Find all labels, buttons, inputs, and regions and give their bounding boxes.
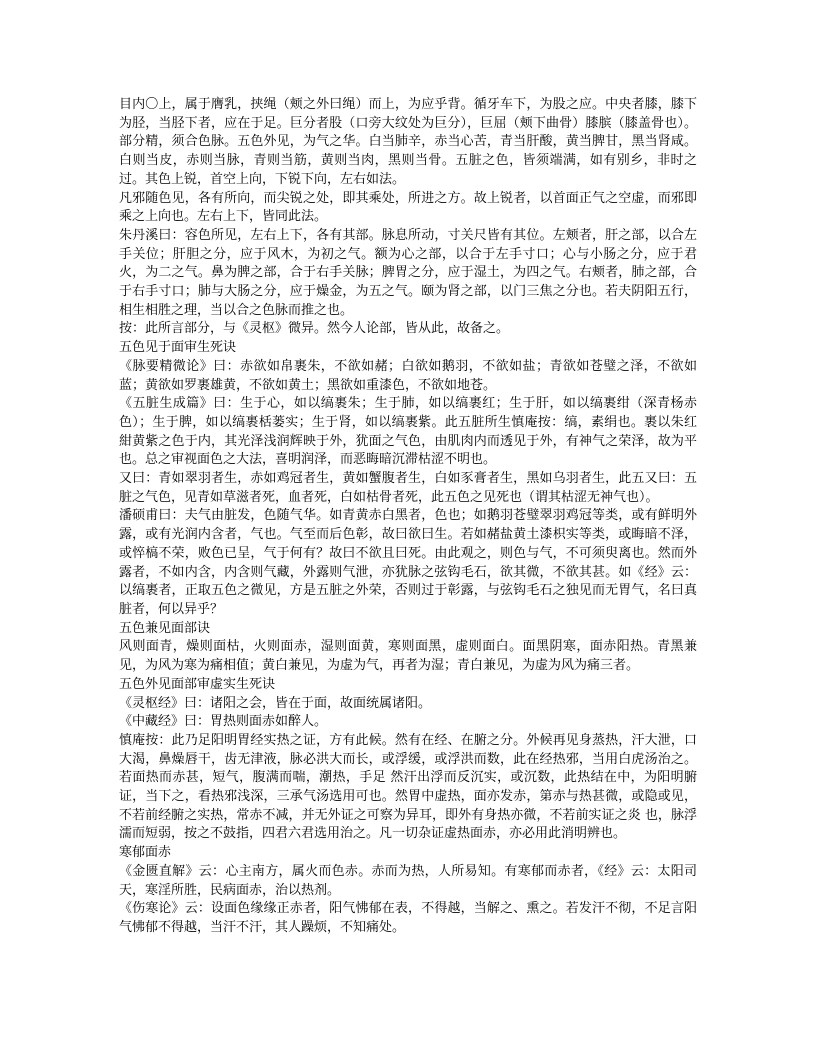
document-page: [119, 96, 697, 938]
section-heading-five-colors-life-death: 五色见于面审生死诀: [119, 340, 237, 356]
section-heading-deficiency-excess: 五色外见面部审虚实生死诀: [119, 676, 276, 692]
section-heading-combined-colors: 五色兼见面部诀: [119, 620, 211, 636]
paragraph-jingui-zhijie: 《金匮直解》云：心主南方，属火而色赤。赤而为热，人所易知。有寒郁而赤者，《经》云：太阳司天，寒淫所胜，民病面赤，治以热剂。: [119, 863, 697, 898]
paragraph-shanghan-lun: 《伤寒论》云：设面色缘缘正赤者，阳气怫郁在表，不得越，当解之、熏之。若发汗不彻，不足言阳气怫郁不得越，当汗不汗，其人躁烦，不知痛处。: [119, 901, 697, 935]
paragraph-pan-shuofu: 潘硕甫曰：夫气由脏发，色随气华。如青黄赤白黑者，色也；如鹅羽苍璧翠羽鸡冠等类，或有鲜明外露，或有光润内含者，气也。气至而后色彰，故曰欲曰生。若如赭盐黄土漆枳实等类，或晦暗不泽，或悴槁不荣，败色已呈，气于何有？故曰不欲且曰死。由此观之，则色与气，不可须臾离也。然而外露者，不如内含，内含则气藏，外露则气泄，亦犹脉之弦钩毛石，欲其微，不欲其甚。如《经》云：以缟裹者，正取五色之微见，方是五脏之外荣，否则过于彰露，与弦钩毛石之独见而无胃气，名曰真脏者，何以异乎？: [119, 508, 697, 617]
paragraph-zhongzang-jing: 《中藏经》曰：胃热则面赤如醉人。: [119, 714, 328, 730]
section-heading-cold-stagnation: 寒郁面赤: [119, 845, 172, 861]
paragraph-lingshu-yang: 《灵枢经》曰：诸阳之会，皆在于面，故面统属诸阳。: [119, 695, 432, 711]
paragraph-note-lingshu: 按：此所言部分，与《灵枢》微异。然今人论部，皆从此，故备之。: [119, 321, 510, 337]
paragraph-wuzang-shengcheng: 《五脏生成篇》曰：生于心，如以缟裹朱；生于肺，如以缟裹红；生于肝，如以缟裹绀（深青杨赤色）；生于脾，如以缟裹栝蒌实；生于肾，如以缟裹紫。此五脏所生慎庵按：缟，素绢也。裹以朱红紺黄紫之色于内，其光泽浅润辉映于外，犹面之气色，由肌肉内而透见于外，有神气之荣泽，故为平也。总之审视面色之大法，喜明润泽，而恶晦暗沉滞枯涩不明也。: [119, 396, 697, 468]
paragraph-face-regions: 目内〇上，属于膺乳，挟绳（颊之外曰绳）而上，为应乎背。循牙车下，为股之应。中央者膝，膝下为胫，当胫下者，应在于足。巨分者股（口旁大纹处为巨分），巨屈（颊下曲骨）膝膑（膝盖骨也）。部分精，须合色脉。五色外见，为气之华。白当肺辛，赤当心苦，青当肝酸，黄当脾甘，黑当肾咸。白则当皮，赤则当脉，青则当筋，黄则当肉，黑则当骨。五脏之色，皆须端满，如有别乡，非时之过。其色上锐，首空上向，下锐下向，左右如法。: [119, 97, 697, 187]
paragraph-evil-follows-color: 凡邪随色见，各有所向，而尖锐之处，即其乘处，所进之方。故上锐者，以首面正气之空虚，而邪即乘之上向也。左右上下，皆同此法。: [119, 190, 697, 225]
paragraph-maiyao-jingwei: 《脉要精微论》曰：赤欲如帛裹朱，不欲如赭；白欲如鹅羽，不欲如盐；青欲如苍璧之泽，不欲如蓝；黄欲如罗裹雄黄，不欲如黄土；黑欲如重漆色，不欲如地苍。: [119, 358, 697, 393]
paragraph-zhu-danxi: 朱丹溪曰：容色所见，左右上下，各有其部。脉息所动，寸关尺皆有其位。左颊者，肝之部，以合左手关位；肝胆之分，应于风木，为初之气。额为心之部，以合于左手寸口；心与小肠之分，应于君火，为二之气。鼻为脾之部，合于右手关脉；脾胃之分，应于湿土，为四之气。右颊者，肺之部，合于右手寸口；肺与大肠之分，应于燥金，为五之气。颐为肾之部，以门三焦之分也。若夫阴阳五行，相生相胜之理，当以合之色脉而推之也。: [119, 227, 697, 318]
paragraph-living-dead-colors: 又曰：青如翠羽者生，赤如鸡冠者生，黄如蟹腹者生，白如豕膏者生，黑如乌羽者生，此五又曰：五脏之气色，见青如草滋者死，血者死，白如枯骨者死，此五色之见死也（谓其枯涩无神气也）。: [119, 471, 697, 505]
paragraph-combined-colors: 风则面青，燥则面枯，火则面赤，湿则面黄，寒则面黑，虚则面白。面黑阴寒，面赤阳热。青黑兼见，为风为寒为痛相值；黄白兼见，为虚为气，再者为湿；青白兼见，为虚为风为痛三者。: [119, 639, 697, 674]
paragraph-shen-an-note: 慎庵按：此乃足阳明胃经实热之证，方有此候。然有在经、在腑之分。外候再见身蒸热，汗大泄，口大渴，鼻燥唇干，齿无津液，脉必洪大而长，或浮缓，或浮洪而数，此在经热邪，当用白虎汤治之。若面热而赤甚，短气，腹满而喘，潮热，手足 然汗出浮而反沉实，或沉数，此热结在中，为阳明腑证，当下之，看热邪浅深，三承气汤选用可也。然胃中虚热，面亦发赤，第赤与热甚微，或隐或见，不若前经腑之实热，常赤不减，并无外证之可察为异耳，即外有身热亦微，不若前实证之炎 也，脉浮濡而短弱，按之不鼓指，四君六君选用治之。凡一切杂证虚热面赤，亦必用此消明辨也。: [119, 732, 697, 842]
